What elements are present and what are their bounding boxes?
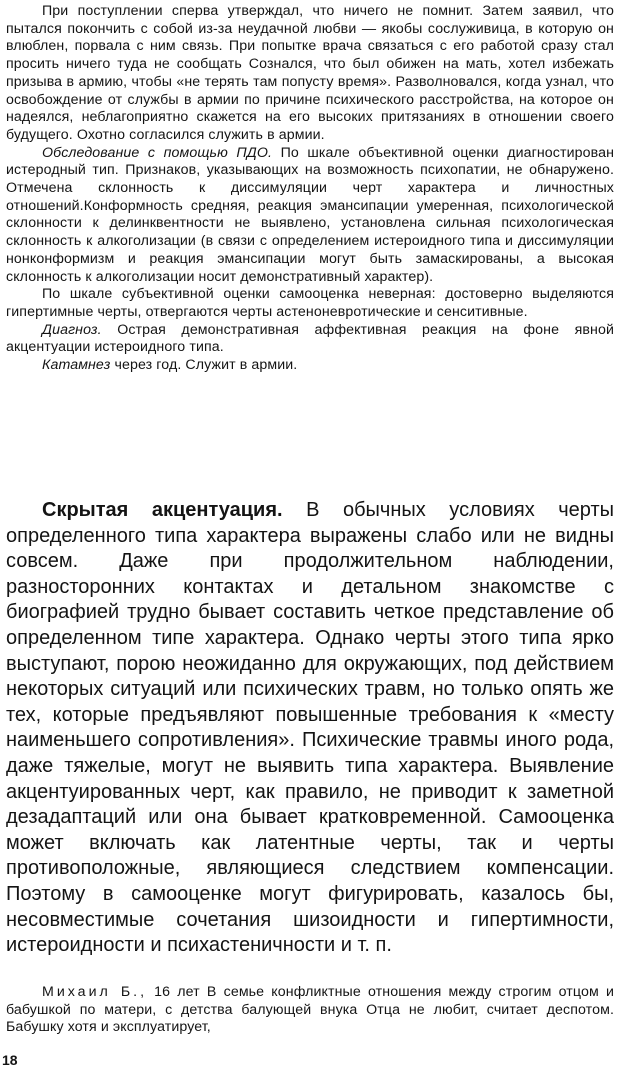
case-paragraph-diagnosis [6, 322, 614, 357]
catamnesis-text: через год. Служит в армии. [110, 357, 298, 374]
case-paragraph-examination [6, 145, 614, 287]
case-paragraph-catamnesis [6, 357, 614, 375]
next-case-block [6, 984, 614, 1037]
page-number: 18 [2, 1052, 18, 1068]
main-paragraph [6, 498, 614, 959]
diagnosis-text: Острая демонстративная аффективная реакция на фоне явной акцентуации истероидного типа. [6, 321, 614, 356]
case-paragraph-admission: При поступлении сперва утверждал, что ничего не помнит. Затем заявил, что пытался покончить с собой из-за неудачной любви — якобы сослуживица, в которую он влюблен, порвала с ним связь. При попытке врача связаться с его работой сразу стал просить ничего туда не сообщать Сознался, что был обижен на мать, хотел избежать призыва в армию, чтобы «не терять там попусту время». Разволновался, когда узнал, что освобождение от службы в армии по причине психического расстройства, на которое он надеялся, неблагоприятно скажется на его высоких притязаниях в отношении своего будущего. Охотно согласился служить в армии. [6, 3, 614, 143]
examination-text: По шкале объективной оценки диагностирован истеродный тип. Признаков, указывающих на возможность психопатии, не обнаружено. Отмечена склонность к диссимуляции черт характера и личностных отношений.Конформность средняя, реакция эмансипации умеренная, психологической склонности к делинквентности не выявлено, установлена сильная психологическая склонность к алкоголизации (в связи с определением истероидного типа и диссимуляции нонконформизм и реакция эмансипации могут быть замаскированы, а высокая склонность к алкоголизации носит демонстративный характер). [6, 144, 615, 285]
examination-label: Обследование с помощью ПДО. [42, 144, 273, 161]
next-case-text: 16 лет В семье конфликтные отношения между строгим отцом и бабушкой по матери, с детства балующей внука Отца не любит, считает деспотом. Бабушку хотя и эксплуатирует, [6, 984, 614, 1036]
diagnosis-label: Диагноз. [42, 321, 102, 338]
catamnesis-label: Катамнез [42, 357, 111, 374]
next-case-paragraph [6, 984, 614, 1037]
section-heading: Скрытая акцентуация. [42, 499, 283, 521]
patient-name: Михаил Б., [42, 984, 148, 1000]
main-section [6, 498, 614, 959]
case-history-block [6, 3, 614, 375]
section-body: В обычных условиях черты определенного типа характера выражены слабо или не видны совсем. Даже при продолжительном наблюдении, разносторонних контактах и детальном знакомстве с биографией трудно бывает составить четкое представление об определенном типе характера. Однако черты этого типа ярко выступают, порою неожиданно для окружающих, под действием некоторых ситуаций или психических травм, но только опять же тех, которые предъявляют повышенные требования к «месту наименьшего сопротивления». Психические травмы иного рода, даже тяжелые, могут не выявить типа характера. Выявление акцентуированных черт, как правило, не приводит к заметной дезадаптаций или она бывает кратковременной. Самооценка может включать как латентные черты, так и черты противоположные, являющиеся следствием компенсации. Поэтому в самооценке могут фигурировать, казалось бы, несовместимые сочетания шизоидности и гипертимности, истероидности и психастеничности и т. п. [6, 499, 614, 957]
case-paragraph-self-assessment: По шкале субъективной оценки самооценка неверная: достоверно выделяются гипертимные черты, отвергаются черты астеноневротические и сенситивные. [6, 286, 614, 320]
